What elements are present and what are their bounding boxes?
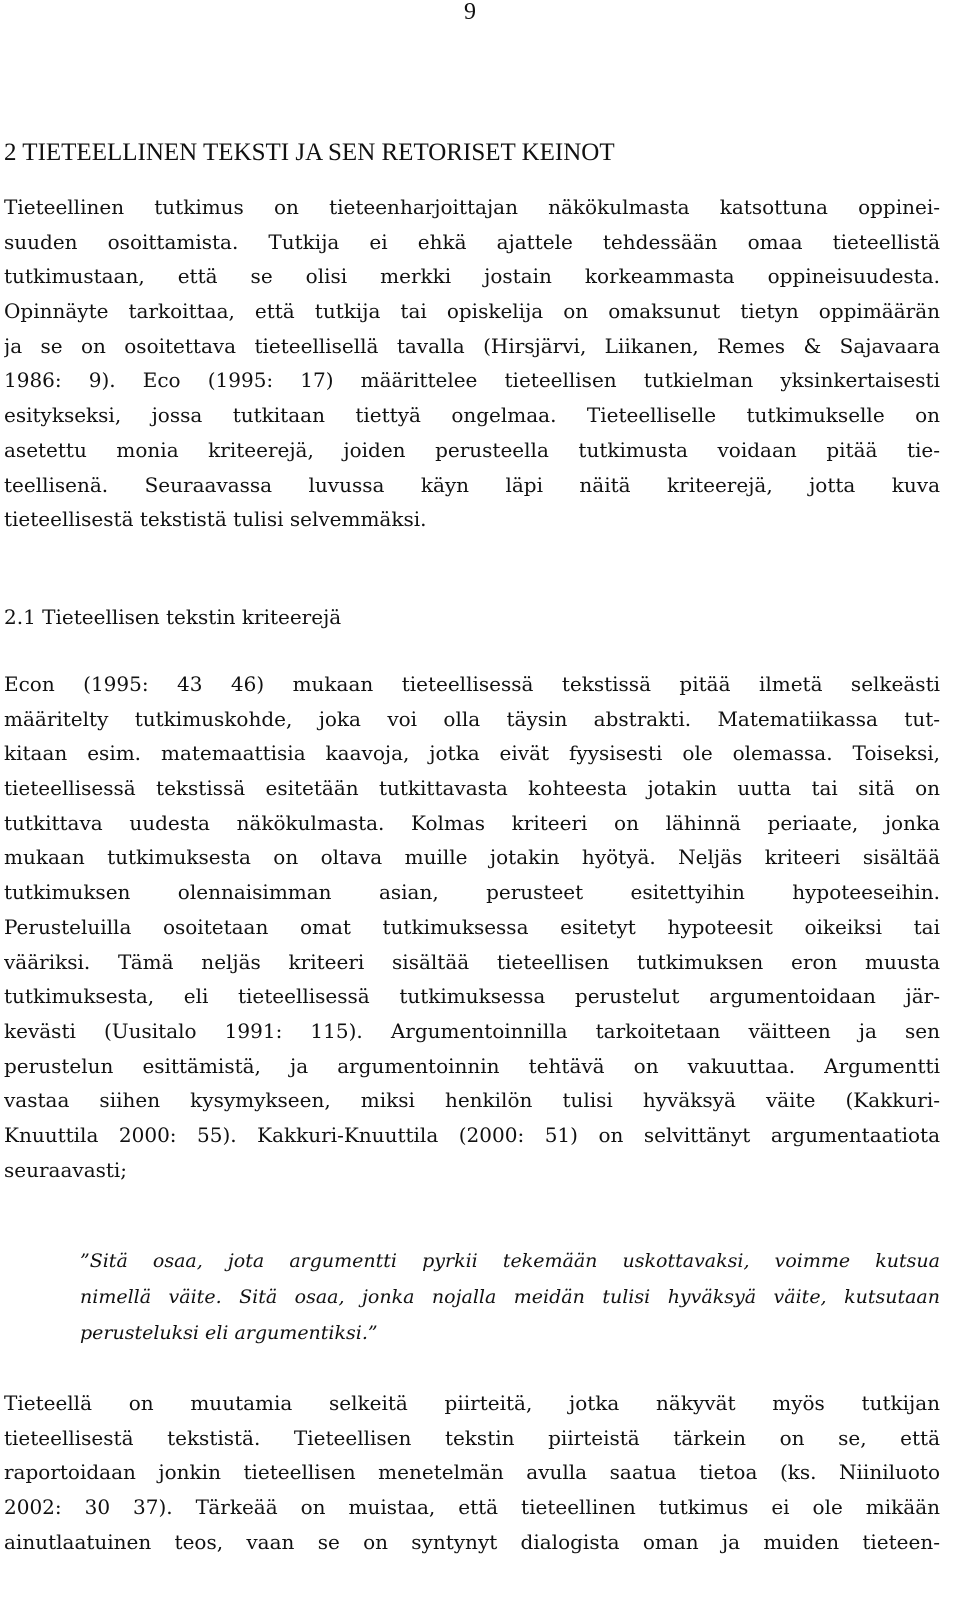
paragraph-intro: [4, 190, 940, 537]
paragraph-line: 2002: 30 37). Tärkeää on muistaa, että tieteellinen tutkimus ei ole mikään: [4, 1495, 940, 1520]
paragraph-line: tutkittava uudesta näkökulmasta. Kolmas kriteeri on lähinnä periaate, jonka: [4, 810, 940, 835]
paragraph-line: määritelty tutkimuskohde, joka voi olla täysin abstrakti. Matematiikassa tut-: [4, 706, 940, 731]
paragraph-line: vastaa siihen kysymykseen, miksi henkilön tulisi hyväksyä väite (Kakkuri-: [4, 1088, 940, 1113]
paragraph-features: [4, 1386, 940, 1559]
paragraph-line: tutkimuksesta, eli tieteellisessä tutkimuksessa perustelut argumentoidaan jär-: [4, 984, 940, 1009]
paragraph-line: tutkimustaan, että se olisi merkki jostain korkeammasta oppineisuudesta.: [4, 264, 940, 289]
paragraph-line: Perusteluilla osoitetaan omat tutkimuksessa esitetyt hypoteesit oikeiksi tai: [4, 914, 940, 939]
paragraph-line: Opinnäyte tarkoittaa, että tutkija tai opiskelija on omaksunut tietyn oppimäärän: [4, 299, 940, 324]
paragraph-line: Tieteellinen tutkimus on tieteenharjoittajan näkökulmasta katsottuna oppinei-: [4, 195, 940, 219]
paragraph-line: ja se on osoitettava tieteellisellä tavalla (Hirsjärvi, Liikanen, Remes & Sajavaara: [4, 333, 940, 358]
block-quote: [80, 1243, 940, 1351]
paragraph-line: Knuuttila 2000: 55). Kakkuri-Knuuttila (2000: 51) on selvittänyt argumentaatiota: [4, 1122, 940, 1147]
paragraph-line: Tieteellä on muutamia selkeitä piirteitä, jotka näkyvät myös tutkijan: [4, 1391, 940, 1415]
paragraph-line: vääriksi. Tämä neljäs kriteeri sisältää tieteellisen tutkimuksen eron muusta: [4, 949, 940, 974]
paragraph-line: ainutlaatuinen teos, vaan se on syntynyt dialogista oman ja muiden tieteen-: [4, 1529, 940, 1554]
paragraph-line: teellisenä. Seuraavassa luvussa käyn läpi näitä kriteerejä, jotta kuva: [4, 472, 940, 497]
paragraph-line: kitaan esim. matemaattisia kaavoja, jotka eivät fyysisesti ole olemassa. Toiseksi,: [4, 741, 940, 766]
paragraph-line: asetettu monia kriteerejä, joiden perusteella tutkimusta voidaan pitää tie-: [4, 437, 940, 462]
paragraph-line: esitykseksi, jossa tutkitaan tiettyä ongelmaa. Tieteelliselle tutkimukselle on: [4, 403, 940, 428]
paragraph-line: tieteellisestä tekstistä. Tieteellisen tekstin piirteistä tärkein on se, että: [4, 1425, 940, 1450]
paragraph-line: seuraavasti;: [4, 1157, 128, 1182]
paragraph-line: tieteellisessä tekstissä esitetään tutkittavasta kohteesta jotakin uutta tai sitä on: [4, 776, 940, 801]
paragraph-line: kevästi (Uusitalo 1991: 115). Argumentoinnilla tarkoitetaan väitteen ja sen: [4, 1018, 940, 1043]
paragraph-criteria: [4, 667, 940, 1187]
paragraph-line: mukaan tutkimuksesta on oltava muille jotakin hyötyä. Neljäs kriteeri sisältää: [4, 845, 940, 870]
paragraph-line: tieteellisestä tekstistä tulisi selvemmäksi.: [4, 507, 427, 532]
quote-line: perusteluksi eli argumentiksi.”: [80, 1322, 378, 1344]
paragraph-line: perustelun esittämistä, ja argumentoinnin tehtävä on vakuuttaa. Argumentti: [4, 1053, 940, 1078]
paragraph-line: Econ (1995: 43 46) mukaan tieteellisessä tekstissä pitää ilmetä selkeästi: [4, 672, 940, 696]
page-number: 9: [464, 0, 476, 25]
quote-line: nimellä väite. Sitä osaa, jonka nojalla meidän tulisi hyväksyä väite, kutsutaan: [80, 1286, 940, 1308]
quote-line: ”Sitä osaa, jota argumentti pyrkii tekemään uskottavaksi, voimme kutsua: [80, 1250, 940, 1272]
chapter-heading: 2 TIETEELLINEN TEKSTI JA SEN RETORISET KEINOT: [4, 139, 615, 166]
section-heading: 2.1 Tieteellisen tekstin kriteerejä: [4, 605, 342, 629]
paragraph-line: 1986: 9). Eco (1995: 17) määrittelee tieteellisen tutkielman yksinkertaisesti: [4, 368, 940, 393]
paragraph-line: tutkimuksen olennaisimman asian, perusteet esitettyihin hypoteeseihin.: [4, 880, 940, 905]
paragraph-line: raportoidaan jonkin tieteellisen menetelmän avulla saatua tietoa (ks. Niiniluoto: [4, 1460, 940, 1485]
paragraph-line: suuden osoittamista. Tutkija ei ehkä ajattele tehdessään omaa tieteellistä: [4, 229, 940, 254]
